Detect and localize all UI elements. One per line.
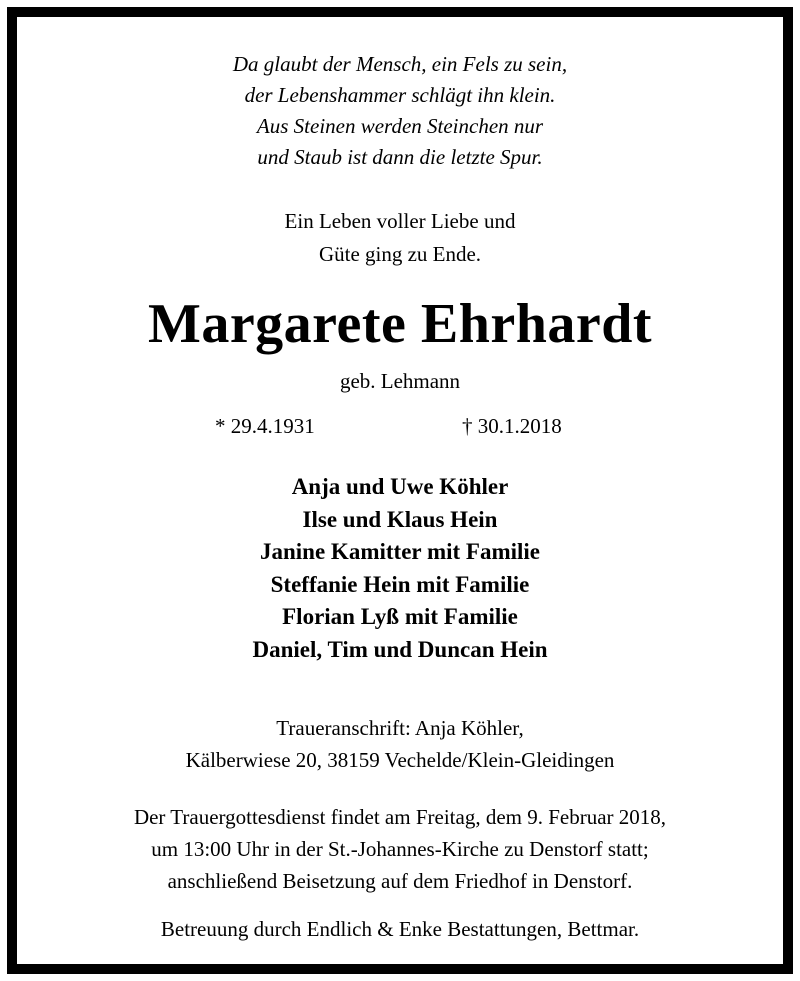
poem-line: und Staub ist dann die letzte Spur. — [257, 145, 543, 169]
mourner-entry: Florian Lyß mit Familie — [282, 604, 518, 629]
address-line: Traueranschrift: Anja Köhler, — [276, 716, 524, 740]
intro-line: Güte ging zu Ende. — [318, 242, 482, 266]
service-info — [17, 801, 783, 897]
poem-line: Aus Steinen werden Steinchen nur — [256, 114, 544, 138]
undertaker-note: Betreuung durch Endlich & Enke Bestattungen, Bettmar. — [160, 917, 640, 941]
mourner-entry: Ilse und Klaus Hein — [302, 506, 498, 532]
mourning-address — [17, 712, 783, 776]
maiden-name: geb. Lehmann — [339, 369, 461, 393]
birth-date: * 29.4.1931 — [215, 414, 315, 438]
deceased-name: Margarete Ehrhardt — [147, 293, 653, 355]
service-line: um 13:00 Uhr in der St.-Johannes-Kirche zu Denstorf statt; — [151, 837, 649, 861]
service-line: anschließend Beisetzung auf dem Friedhof in Denstorf. — [167, 869, 633, 893]
poem-line: Da glaubt der Mensch, ein Fels zu sein, — [232, 52, 568, 76]
mourner-entry: Steffanie Hein mit Familie — [270, 571, 530, 597]
intro-text — [17, 205, 783, 271]
intro-line: Ein Leben voller Liebe und — [284, 209, 516, 233]
poem — [17, 49, 783, 173]
mourners-list — [17, 471, 783, 666]
mourner-entry: Janine Kamitter mit Familie — [260, 539, 540, 564]
service-line: Der Trauergottesdienst findet am Freitag, dem 9. Februar 2018, — [133, 805, 667, 829]
address-line: Kälberwiese 20, 38159 Vechelde/Klein-Gleidingen — [185, 748, 615, 772]
mourner-entry: Daniel, Tim und Duncan Hein — [252, 636, 548, 662]
obituary-content — [17, 17, 783, 964]
death-date: † 30.1.2018 — [462, 414, 562, 438]
obituary-frame — [7, 7, 793, 974]
mourner-entry: Anja und Uwe Köhler — [291, 474, 509, 499]
poem-line: der Lebenshammer schlägt ihn klein. — [244, 83, 556, 107]
